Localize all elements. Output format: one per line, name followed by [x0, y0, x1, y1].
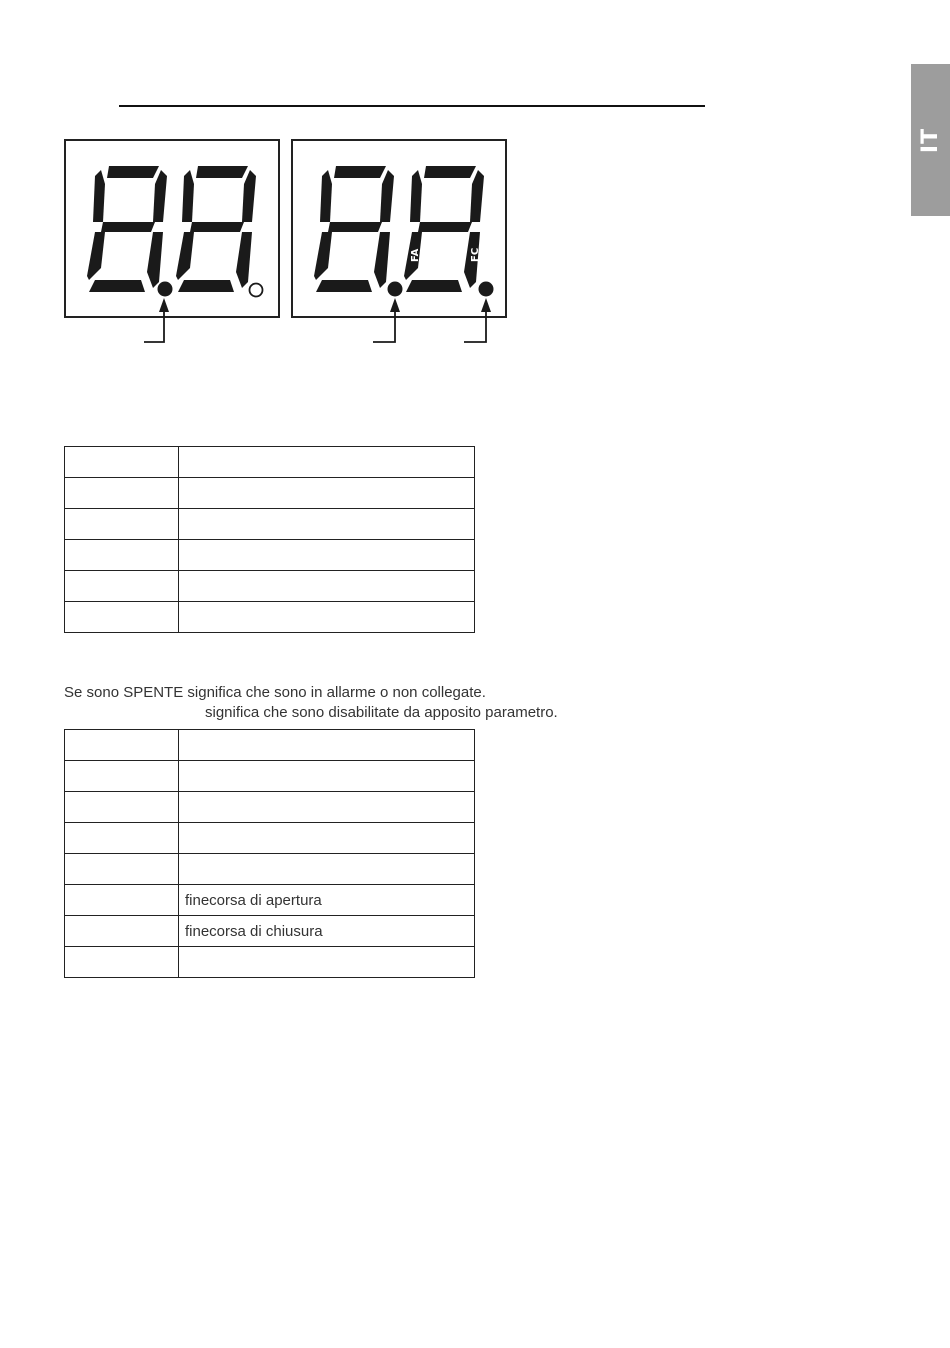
leader-arrow-right — [464, 298, 491, 342]
table-cell-description — [179, 478, 475, 509]
table-cell-description — [179, 540, 475, 571]
left-digit-1 — [87, 166, 167, 292]
table-cell-code — [65, 761, 179, 792]
table-cell-code — [65, 478, 179, 509]
table-cell-description — [179, 854, 475, 885]
table-row — [65, 571, 475, 602]
fa-segment-label: FA — [410, 248, 421, 262]
table-cell-code — [65, 854, 179, 885]
table-cell-description: finecorsa di chiusura — [179, 916, 475, 947]
input-status-table — [64, 729, 475, 978]
table-cell-description — [179, 823, 475, 854]
table-row — [65, 447, 475, 478]
inputs-note-off: Se sono SPENTE significa che sono in allarme o non collegate. — [64, 684, 486, 701]
table-row — [65, 540, 475, 571]
right-digit-1 — [314, 166, 394, 292]
display-codes-table — [64, 446, 475, 633]
leader-arrow-middle — [373, 298, 400, 342]
table-row — [65, 478, 475, 509]
table-cell-code — [65, 540, 179, 571]
table-cell-description: finecorsa di apertura — [179, 885, 475, 916]
table-row — [65, 823, 475, 854]
left-decimal-point-2-off — [250, 284, 263, 297]
table-row — [65, 792, 475, 823]
table-cell-description — [179, 761, 475, 792]
table-cell-description — [179, 947, 475, 978]
table-row — [65, 916, 475, 947]
table-cell-code — [65, 792, 179, 823]
table-cell-code — [65, 571, 179, 602]
table-cell-code — [65, 730, 179, 761]
table-row — [65, 730, 475, 761]
table-cell-code — [65, 947, 179, 978]
table-cell-description — [179, 602, 475, 633]
right-digit-2 — [404, 166, 484, 292]
inputs-note-disabled: significa che sono disabilitate da apposito parametro. — [205, 704, 558, 721]
left-digit-2 — [176, 166, 256, 292]
table-row — [65, 509, 475, 540]
table-cell-code — [65, 447, 179, 478]
right-decimal-point-2 — [479, 282, 494, 297]
right-decimal-point-1 — [388, 282, 403, 297]
table-cell-description — [179, 792, 475, 823]
leader-arrow-left — [144, 298, 169, 342]
table-cell-code — [65, 916, 179, 947]
table-row — [65, 761, 475, 792]
table-row — [65, 885, 475, 916]
table-cell-code — [65, 885, 179, 916]
table-cell-description — [179, 571, 475, 602]
table-cell-code — [65, 823, 179, 854]
table-cell-code — [65, 509, 179, 540]
table-row — [65, 854, 475, 885]
fc-segment-label: FC — [470, 247, 481, 262]
table-cell-description — [179, 509, 475, 540]
table-row — [65, 947, 475, 978]
table-cell-code — [65, 602, 179, 633]
table-row — [65, 602, 475, 633]
seven-segment-display-diagram — [0, 0, 950, 400]
table-cell-description — [179, 730, 475, 761]
table-cell-description — [179, 447, 475, 478]
language-tab-label: IT — [917, 127, 943, 153]
left-decimal-point-1 — [158, 282, 173, 297]
